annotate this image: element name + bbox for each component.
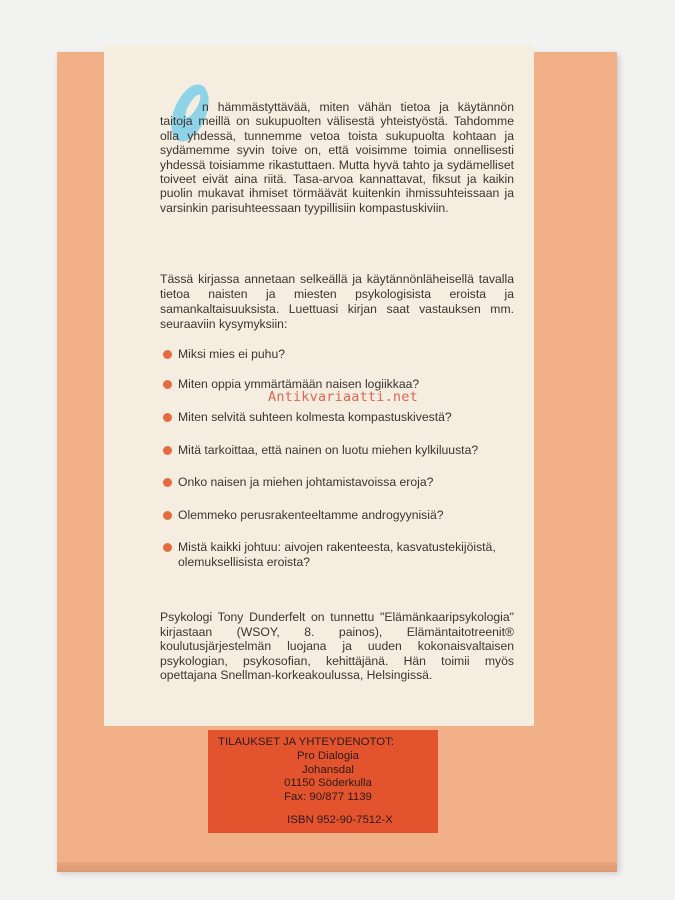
question-item: Mitä tarkoittaa, että nainen on luotu miehen kylkiluusta? bbox=[163, 443, 523, 458]
question-item: Onko naisen ja miehen johtamistavoissa eroja? bbox=[163, 475, 523, 490]
isbn: ISBN 952-90-7512-X bbox=[287, 814, 393, 826]
book-edge bbox=[57, 862, 617, 872]
question-item: Miten oppia ymmärtämään naisen logiikkaa? bbox=[163, 377, 523, 392]
bullet-icon bbox=[163, 350, 172, 359]
orders-line: Pro Dialogia bbox=[296, 750, 360, 762]
author-bio: Psykologi Tony Dunderfelt on tunnettu "Elämänkaaripsykologia" kirjastaan (WSOY, 8. painos), Elämäntaitotreenit® koulutusjärjestelmän luojana ja uuden kokonaisvaltaisen psykologian, psykosofian, kehittäjänä. Hän toimii myös opettajana Snellman-korkeakoulussa, Helsingissä. bbox=[160, 610, 514, 683]
bullet-icon bbox=[163, 543, 172, 552]
question-item: Miksi mies ei puhu? bbox=[163, 347, 523, 362]
orders-title: TILAUKSET JA YHTEYDENOTOT: bbox=[218, 736, 394, 748]
question-item: Miten selvitä suhteen kolmesta kompastuskivestä? bbox=[163, 410, 523, 425]
bullet-icon bbox=[163, 413, 172, 422]
orders-line: Johansdal bbox=[302, 763, 354, 776]
watermark: Antikvariaatti.net bbox=[268, 389, 418, 405]
bullet-icon bbox=[163, 478, 172, 487]
bullet-icon bbox=[163, 380, 172, 389]
question-item: Mistä kaikki johtuu: aivojen rakenteesta, kasvatustekijöistä, olemuksellisista eroista? bbox=[163, 540, 513, 570]
intro-text: n hämmästyttävää, miten vähän tietoa ja käytännön taitoja meillä on sukupuolten välisestä yhteistyöstä. Tahdomme olla yhdessä, tunnemme vetoa toista sukupuolta kohtaan ja sydämemme syvin toive on, että voisimme toimia onnellisesti yhdessä toisiamme rikastuttaen. Mutta hyvä tahto ja sydämelliset toiveet eivät aina riitä. Tasa-arvoa kannattavat, fiksut ja kaikin puolin mukavat ihmiset törmäävät kuitenkin ihmissuhteissaan ja varsinkin parisuhteessaan tyypillisiin kompastuskiviin. bbox=[160, 100, 514, 215]
orders-address bbox=[208, 750, 438, 804]
bullet-icon bbox=[163, 511, 172, 520]
intro-paragraph bbox=[160, 100, 514, 215]
summary-paragraph: Tässä kirjassa annetaan selkeällä ja käytännönläheisellä tavalla tietoa naisten ja miesten psykologisista eroista ja samankaltaisuuksista. Luettuasi kirjan saat vastauksen mm. seuraaviin kysymyksiin: bbox=[160, 272, 514, 331]
question-item: Olemmeko perusrakenteeltamme androgyynisiä? bbox=[163, 508, 523, 523]
orders-box bbox=[208, 730, 438, 833]
bullet-icon bbox=[163, 446, 172, 455]
orders-line: 01150 Söderkulla bbox=[284, 777, 372, 790]
orders-line: Fax: 90/877 1139 bbox=[284, 790, 372, 803]
